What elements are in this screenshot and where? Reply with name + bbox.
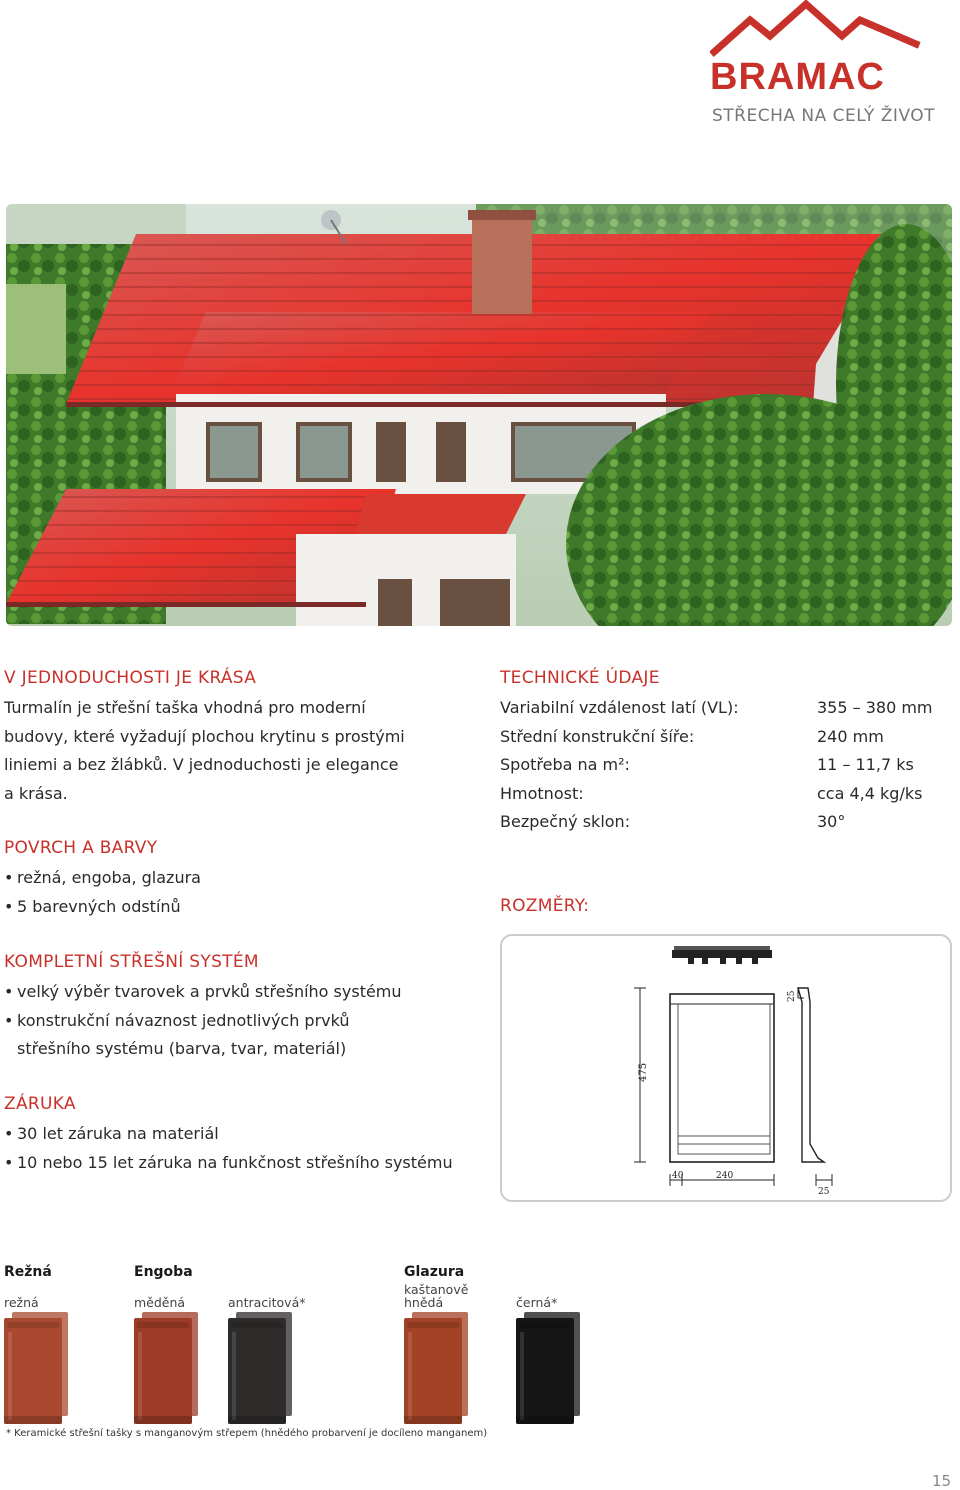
list-item: • 5 barevných odstínů <box>4 893 201 922</box>
swatch-name: měděná <box>134 1295 186 1310</box>
swatch-name: černá* <box>516 1295 558 1310</box>
footnote: * Keramické střešní tašky s manganovým střepem (hnědého probarvení je docíleno manganem) <box>6 1428 488 1439</box>
list-item-continuation: střešního systému (barva, tvar, materiál) <box>17 1039 347 1059</box>
intro-line: budovy, které vyžadují plochou krytinu s prostými <box>4 726 405 746</box>
system-title: KOMPLETNÍ STŘEŠNÍ SYSTÉM <box>4 952 259 972</box>
tile-swatch-cerna[interactable] <box>516 1312 582 1424</box>
tech-row <box>500 780 933 809</box>
intro-line: a krása. <box>4 783 68 803</box>
tech-value: 11 – 11,7 ks <box>817 755 914 775</box>
warranty-list <box>4 1120 453 1177</box>
tech-label: Bezpečný sklon: <box>500 812 631 832</box>
tech-row <box>500 751 933 780</box>
tech-label: Variabilní vzdálenost latí (VL): <box>500 698 739 717</box>
side-label: 25 <box>818 1187 830 1197</box>
left-margin-label: 40 <box>672 1171 684 1181</box>
surface-title: POVRCH A BARVY <box>4 838 158 858</box>
tile-swatch-antracitova[interactable] <box>228 1312 294 1424</box>
system-list <box>4 978 402 1064</box>
width-label: 240 <box>716 1171 734 1181</box>
list-item: • režná, engoba, glazura <box>4 864 201 893</box>
intro-line: Turmalín je střešní taška vhodná pro moderní <box>4 698 366 717</box>
page-number: 15 <box>932 1472 952 1490</box>
swatch-group-glazura: Glazura <box>404 1264 465 1280</box>
tech-value: 240 mm <box>817 726 884 746</box>
roof-logo-icon <box>710 0 922 58</box>
tech-value: 30° <box>817 812 846 832</box>
tech-row <box>500 694 933 723</box>
tech-row <box>500 808 933 837</box>
tile-swatch-medena[interactable] <box>134 1312 200 1424</box>
bramac-logo[interactable] <box>706 0 956 130</box>
intro-paragraph <box>4 694 405 808</box>
tech-value: 355 – 380 mm <box>817 698 933 717</box>
height-dimension-label: 475 <box>638 1062 649 1082</box>
brand-name: BRAMAC <box>710 56 885 98</box>
warranty-title: ZÁRUKA <box>4 1094 76 1114</box>
list-item: • velký výběr tvarovek a prvků střešního systému <box>4 978 402 1007</box>
tile-swatch-rezna[interactable] <box>4 1312 70 1424</box>
tech-label: Hmotnost: <box>500 783 584 803</box>
list-item: • 30 let záruka na materiál <box>4 1120 453 1149</box>
swatch-name-line1: kaštanově <box>404 1282 469 1297</box>
swatch-group-rezna: Režná <box>4 1264 52 1280</box>
tech-label: Střední konstrukční šíře: <box>500 726 695 746</box>
list-item: • 10 nebo 15 let záruka na funkčnost střešního systému <box>4 1149 453 1178</box>
intro-title: V JEDNODUCHOSTI JE KRÁSA <box>4 668 257 688</box>
swatch-name: režná <box>4 1295 39 1310</box>
tile-drawing <box>502 936 950 1200</box>
tile-swatch-kastanove-hneda[interactable] <box>404 1312 470 1424</box>
dimensions-title: ROZMĚRY: <box>500 896 590 916</box>
tech-title: TECHNICKÉ ÚDAJE <box>500 668 660 688</box>
dimensions-drawing <box>500 934 952 1202</box>
intro-line: liniemi a bez žlábků. V jednoduchosti je elegance <box>4 755 399 775</box>
top-step-label: 25 <box>787 990 797 1002</box>
swatch-group-engoba: Engoba <box>134 1264 193 1280</box>
swatch-name: antracitová* <box>228 1295 306 1310</box>
house-roof-photo <box>6 204 952 626</box>
surface-list <box>4 864 201 921</box>
swatch-name-line2: hnědá <box>404 1295 444 1310</box>
tech-label: Spotřeba na m²: <box>500 755 630 775</box>
tech-table <box>500 694 933 837</box>
tech-row <box>500 723 933 752</box>
list-item: • konstrukční návaznost jednotlivých prvků <box>4 1007 402 1036</box>
tech-value: cca 4,4 kg/ks <box>817 783 923 803</box>
brand-tagline: STŘECHA NA CELÝ ŽIVOT <box>712 106 936 126</box>
